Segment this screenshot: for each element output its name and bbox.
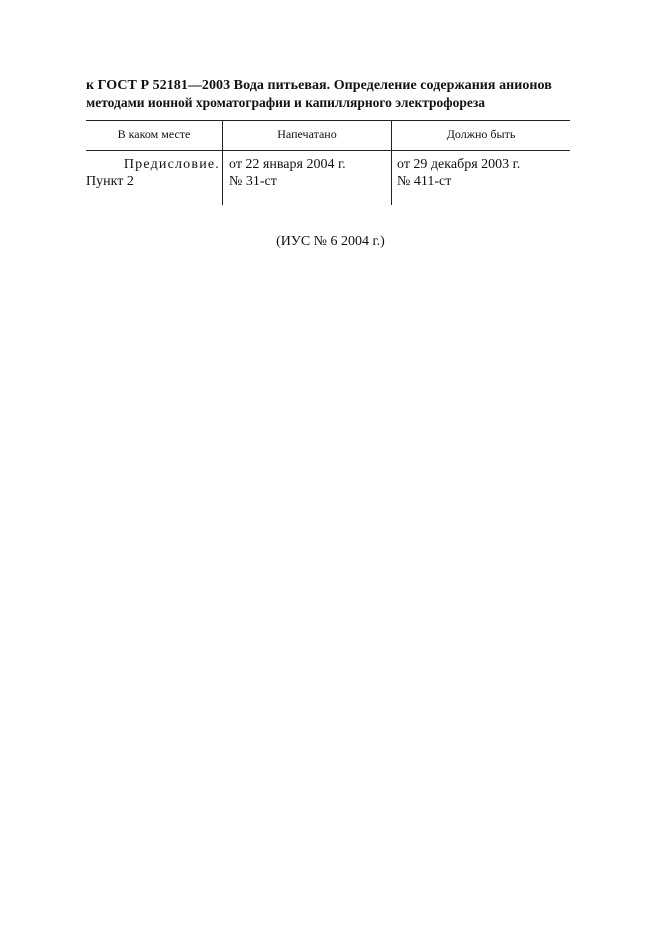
header-should-be: Должно быть (446, 127, 516, 141)
table-header-rule (86, 150, 570, 151)
cell-should-be (397, 156, 567, 190)
cell-place-line-2: Пункт 2 (86, 174, 134, 189)
cell-printed-line-2: № 31-ст (229, 174, 277, 189)
cell-place (86, 156, 220, 190)
cell-printed (229, 156, 389, 190)
header-printed: Напечатано (277, 127, 337, 141)
source-reference: (ИУС № 6 2004 г.) (276, 234, 385, 249)
amendment-table (86, 120, 570, 206)
header-place: В каком месте (117, 127, 191, 141)
table-top-rule (86, 120, 570, 121)
title-line-1: к ГОСТ Р 52181—2003 Вода питьевая. Определение содержания анионов (86, 78, 552, 93)
cell-should-be-line-2: № 411-ст (397, 174, 452, 189)
document-title (86, 77, 586, 111)
cell-should-be-line-1: от 29 декабря 2003 г. (397, 157, 521, 172)
cell-place-line-1: Предисловие. (123, 157, 220, 172)
title-line-2: методами ионной хроматографии и капиллярного электрофореза (86, 95, 486, 110)
cell-printed-line-1: от 22 января 2004 г. (229, 157, 346, 172)
